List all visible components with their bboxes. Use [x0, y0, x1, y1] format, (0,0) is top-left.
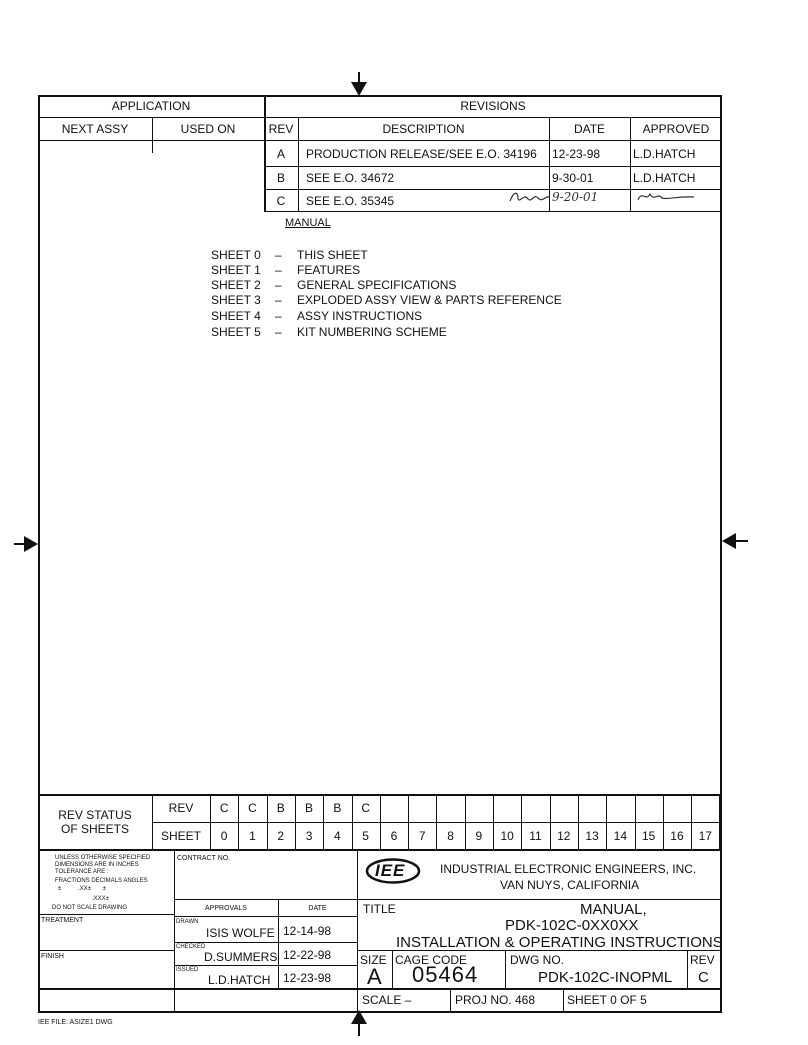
sheet-desc: GENERAL SPECIFICATIONS	[297, 278, 457, 292]
used-on-header: USED ON	[180, 122, 236, 136]
revision-date: 12-23-98	[552, 147, 601, 161]
rev-status-sheet-cell: 12	[557, 829, 571, 843]
sheet-desc: EXPLODED ASSY VIEW & PARTS REFERENCE	[297, 293, 562, 307]
initials-signature-icon	[508, 189, 552, 205]
rev-col-header: REV	[268, 122, 294, 136]
issued-name: L.D.HATCH	[208, 973, 271, 987]
treatment-label: TREATMENT	[41, 917, 84, 924]
sheet-of: SHEET 0 OF 5	[567, 993, 647, 1007]
dwg-no-value: PDK-102C-INOPML	[538, 969, 673, 986]
sheet-index: SHEET 5	[211, 325, 261, 339]
tolerance-line: TOLERANCE ARE :	[55, 869, 109, 875]
sheet-row-label: SHEET	[160, 829, 201, 843]
rev-status-sheet-cell: 10	[500, 829, 514, 843]
sheet-dash: –	[275, 248, 282, 262]
company-name: INDUSTRIAL ELECTRONIC ENGINEERS, INC.	[440, 862, 697, 876]
checked-name: D.SUMMERS	[204, 950, 278, 964]
sheet-dash: –	[275, 309, 282, 323]
issued-date: 12-23-98	[283, 971, 332, 985]
rev-status-sheet-cell: 1	[249, 829, 256, 843]
sheet-index: SHEET 4	[211, 309, 261, 323]
rev-status-rev-cell: B	[276, 801, 285, 815]
iee-logo-text: IEE	[375, 861, 406, 880]
rev-status-rev-cell: B	[305, 801, 314, 815]
sheet-index: SHEET 0	[211, 248, 261, 262]
rev-status-rev-cell: C	[361, 801, 370, 815]
revision-rev: B	[276, 171, 285, 185]
title-line-1: MANUAL,	[580, 901, 647, 918]
file-reference: IEE FILE: ASIZE1 DWG	[38, 1019, 113, 1026]
sheet-desc: ASSY INSTRUCTIONS	[297, 309, 423, 323]
drawn-name: ISIS WOLFE	[206, 926, 275, 940]
sheet-dash: –	[275, 278, 282, 292]
approval-signature-icon	[636, 190, 696, 204]
rev-status-sheet-cell: 2	[277, 829, 285, 843]
approved-col-header: APPROVED	[642, 122, 710, 136]
description-col-header: DESCRIPTION	[382, 122, 465, 136]
tolerance-line: ± .XX± ±	[58, 886, 106, 892]
revision-date: 9-30-01	[552, 171, 594, 185]
revision-rev: A	[276, 147, 285, 161]
date-col-header: DATE	[573, 122, 606, 136]
revision-date: 9-20-01	[552, 190, 599, 204]
rev-row-label: REV	[168, 801, 194, 815]
cage-code-value: 05464	[412, 962, 479, 987]
title-line-3: INSTALLATION & OPERATING INSTRUCTIONS	[396, 934, 723, 951]
rev-status-sheet-cell: 3	[305, 829, 313, 843]
next-assy-header: NEXT ASSY	[61, 122, 129, 136]
size-value: A	[367, 964, 382, 989]
sheet-desc: THIS SHEET	[297, 248, 368, 262]
drawn-label: DRAWN	[176, 919, 199, 925]
application-header: APPLICATION	[111, 99, 191, 113]
iee-logo	[365, 858, 421, 884]
sheet-dash: –	[275, 263, 282, 277]
contract-no-label: CONTRACT NO.	[177, 855, 231, 862]
revision-description: SEE E.O. 34672	[306, 171, 395, 185]
rev-status-sheet-cell: 13	[585, 829, 599, 843]
issued-label: ISSUED	[176, 967, 199, 973]
dwg-no-label: DWG NO.	[510, 953, 564, 967]
rev-status-rev-cell: B	[333, 801, 342, 815]
sheet-index: SHEET 3	[211, 293, 261, 307]
rev-status-sheet-cell: 14	[613, 829, 628, 843]
rev-status-rev-cell: C	[219, 801, 229, 815]
rev-status-sheet-cell: 0	[220, 829, 228, 843]
revisions-header: REVISIONS	[460, 99, 526, 113]
rev-status-sheet-cell: 16	[670, 829, 684, 843]
rev-status-rev-cell: C	[248, 801, 257, 815]
rev-value: C	[698, 969, 709, 986]
approvals-header: APPROVALS	[205, 905, 247, 912]
rev-status-label: REV STATUS	[58, 808, 132, 822]
scale-label: SCALE –	[362, 993, 412, 1007]
tolerance-line: .XXX±	[92, 896, 109, 902]
sheet-index: SHEET 1	[211, 263, 261, 277]
size-label: SIZE	[360, 953, 387, 967]
rev-status-sheet-cell: 8	[447, 829, 454, 843]
bottom-center-arrow-icon	[349, 1010, 369, 1036]
title-line-2: PDK-102C-0XX0XX	[505, 917, 639, 934]
rev-status-sheet-cell: 9	[475, 829, 483, 843]
rev-status-sheet-cell: 5	[362, 829, 369, 843]
drawn-date: 12-14-98	[283, 924, 332, 938]
right-center-arrow-icon	[722, 531, 748, 551]
revision-description: SEE E.O. 35345	[306, 194, 395, 208]
left-center-arrow-icon	[14, 534, 40, 554]
revision-approved: L.D.HATCH	[633, 147, 696, 161]
revision-description: PRODUCTION RELEASE/SEE E.O. 34196	[306, 147, 537, 161]
title-label: TITLE	[363, 902, 396, 916]
rev-status-sheet-cell: 6	[390, 829, 398, 843]
sheet-desc: KIT NUMBERING SCHEME	[297, 325, 447, 339]
tolerance-line: DIMENSIONS ARE IN INCHES	[55, 862, 139, 868]
checked-date: 12-22-98	[283, 948, 332, 962]
manual-heading: MANUAL	[285, 217, 331, 229]
company-city: VAN NUYS, CALIFORNIA	[500, 878, 640, 892]
rev-status-sheet-cell: 4	[333, 829, 341, 843]
do-not-scale-note: DO NOT SCALE DRAWING	[52, 905, 128, 911]
approvals-date-header: DATE	[308, 905, 327, 912]
rev-status-sheet-cell: 17	[698, 829, 712, 843]
tolerance-line: FRACTIONS DECIMALS ANGLES	[55, 878, 148, 884]
top-center-arrow-icon	[349, 72, 369, 98]
proj-no: PROJ NO. 468	[455, 993, 536, 1007]
cage-code-label: CAGE CODE	[395, 953, 468, 967]
tolerance-line: UNLESS OTHERWISE SPECIFIED	[55, 855, 151, 861]
rev-status-sheet-cell: 15	[641, 829, 656, 843]
revision-rev: C	[276, 194, 286, 208]
sheet-dash: –	[275, 293, 282, 307]
rev-status-sheet-cell: 11	[529, 829, 542, 843]
sheet-index: SHEET 2	[211, 278, 261, 292]
checked-label: CHECKED	[176, 944, 206, 950]
sheet-desc: FEATURES	[297, 263, 361, 277]
sheet-dash: –	[275, 325, 282, 339]
rev-status-label-2: OF SHEETS	[60, 822, 129, 836]
revision-approved: L.D.HATCH	[633, 171, 696, 185]
rev-label: REV	[690, 953, 715, 967]
rev-grid-divider	[719, 794, 720, 849]
rev-status-sheet-cell: 7	[418, 829, 426, 843]
finish-label: FINISH	[41, 953, 64, 960]
